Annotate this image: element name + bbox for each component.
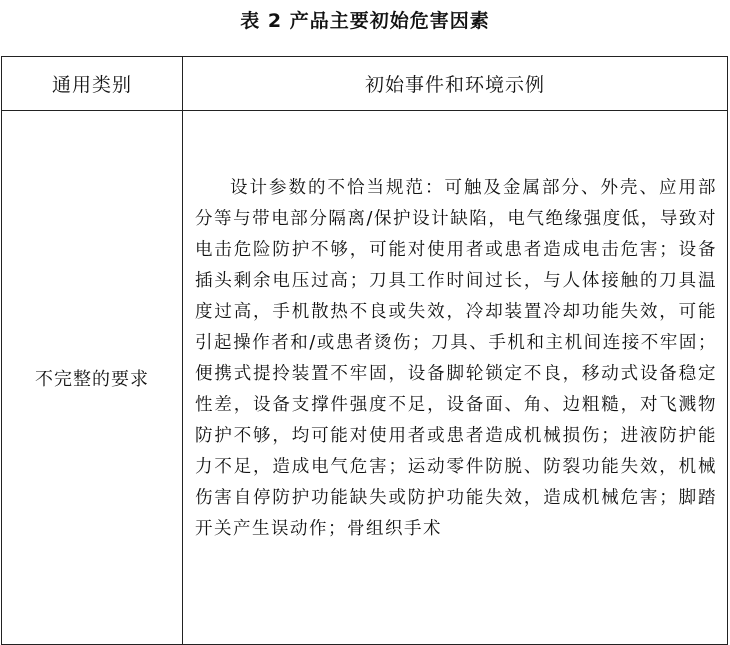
examples-cell	[183, 111, 728, 645]
header-general-category: 通用类别	[2, 57, 183, 111]
header-initial-events: 初始事件和环境示例	[183, 57, 728, 111]
table-caption: 表 2 产品主要初始危害因素	[240, 10, 490, 32]
category-cell: 不完整的要求	[2, 111, 183, 645]
table-header-row	[2, 57, 728, 111]
table-row	[2, 111, 728, 645]
examples-text: 设计参数的不恰当规范：可触及金属部分、外壳、应用部分等与带电部分隔离/保护设计缺陷，电气绝缘强度低，导致对电击危险防护不够，可能对使用者或患者造成电击危害；设备插头剩余电压过高；刀具工作时间过长，与人体接触的刀具温度过高，手机散热不良或失效，冷却装置冷却功能失效，可能引起操作者和/或患者烫伤；刀具、手机和主机间连接不牢固；便携式提拎装置不牢固，设备脚轮锁定不良，移动式设备稳定性差，设备支撑件强度不足，设备面、角、边粗糙，对飞溅物防护不够，均可能对使用者或患者造成机械损伤；进液防护能力不足，造成电气危害；运动零件防脱、防裂功能失效，机械伤害自停防护功能缺失或防护功能失效，造成机械危害；脚踏开关产生误动作；骨组织手术	[195, 178, 717, 539]
hazard-table	[1, 56, 728, 645]
